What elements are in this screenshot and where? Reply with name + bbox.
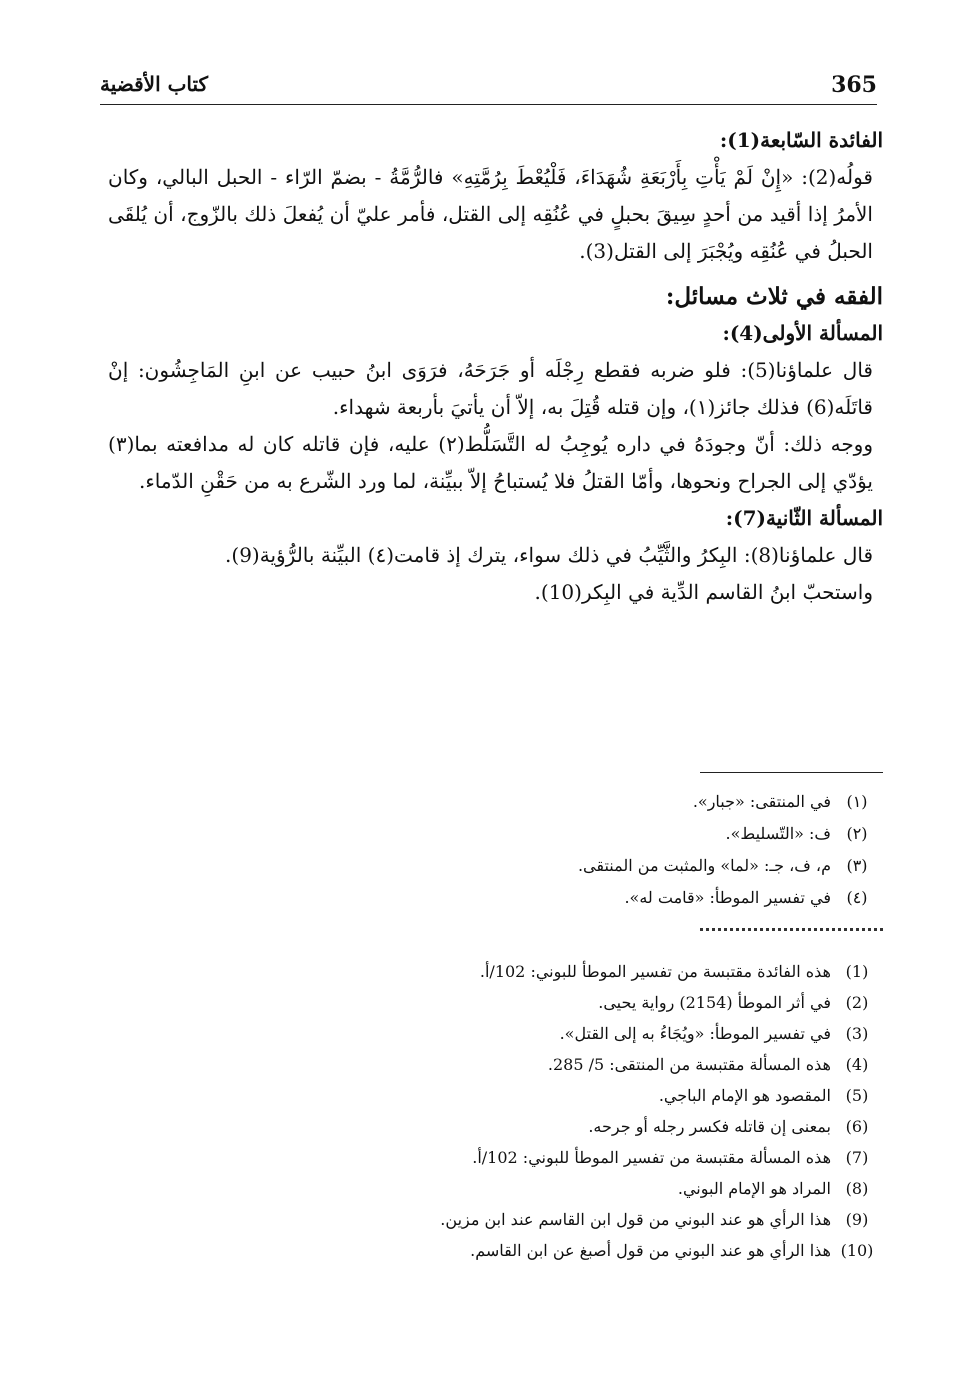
- footnote-item: (٢) ف: «التّسليط».: [725, 824, 868, 843]
- footnote-item: (٣) م، ف، جـ: «لما» والمثبت من المنتقى.: [577, 856, 868, 875]
- page-header: [100, 72, 877, 102]
- footnote-item: (7) هذه المسألة مقتبسة من تفسير الموطأ للبوني: 102/أ.: [472, 1148, 869, 1167]
- footnote-item: (3) في تفسير الموطأ: «ويُجَاءُ به إلى القتل».: [559, 1024, 869, 1043]
- footnote-item: (5) المقصود هو الإمام الباجي.: [658, 1086, 869, 1105]
- paragraph: ووجه ذلك: أنّ وجودَهُ في داره يُوجِبُ له التَّسَلُّط(٢) عليه، فإن قاتله كان له مدافعته بما(٣) يؤدّي إلى الجراح ونحوها، وأمّا القتلُ فلا يُستباحُ إلاّ ببيِّنة، لما ورد الشّرع به من حَقْنِ الدّماء.: [108, 432, 873, 493]
- issue-heading-second: المسألة الثّانية(7):: [725, 506, 883, 530]
- paragraph: قال علماؤنا(5): فلو ضربه فقطع رِجْلَه أو جَرَحَهُ، فرَوَى ابنُ حبيب عن ابنِ المَاجِشُون: إنْ قاتَلَه(6) فذلك جائز(١)، وإن قتله قُتِلَ به، إلاّ أن يأتيَ بأربعة شهداء.: [108, 358, 873, 419]
- footnotes-variants: [283, 786, 883, 914]
- paragraph: واستحبّ ابنُ القاسم الدِّية في البِكر(10).: [534, 580, 873, 604]
- footnote-item: (١) في المنتقى: «جبار».: [692, 792, 868, 811]
- footnote-item: (10) هذا الرأي هو عند البوني من قول أصبغ عن ابن القاسم.: [470, 1241, 874, 1260]
- section-heading-fiqh: الفقه في ثلاث مسائل:: [665, 283, 883, 310]
- issue-heading-first: المسألة الأولى(4):: [722, 321, 883, 345]
- footnote-item: (2) في أثر الموطأ (2154) رواية يحيى.: [598, 993, 869, 1012]
- main-text: [108, 122, 883, 611]
- dotted-separator: [700, 928, 883, 931]
- footnote-item: (8) المراد هو الإمام البوني.: [677, 1179, 869, 1198]
- page-number: 365: [831, 72, 877, 98]
- footnote-item: (1) هذه الفائدة مقتبسة من تفسير الموطأ للبوني: 102/أ.: [479, 962, 869, 981]
- paragraph: قولُه(2): «إِنْ لَمْ يَأْتِ بِأَرْبَعَةِ شُهَدَاءَ، فَلْيُعْطَ بِرُمَّتِهِ» فالرُّمَّةُ - بضمّ الرّاء - الحبل البالي، وكان الأمرُ إذا أقيد من أحدٍ سِيقَ بحبلٍ في عُنُقِه إلى القتل، فأمر عليّ أن يُفعلَ ذلك بالزّوج، أن يُلقَى الحبلُ في عُنُقِه ويُجْبَرَ إلى القتل(3).: [108, 165, 873, 263]
- footnote-item: (٤) في تفسير الموطأ: «قامت له».: [624, 888, 868, 907]
- footnote-item: (6) بمعنى إن قاتله فكسر رجله أو جرحه.: [588, 1117, 869, 1136]
- paragraph: قال علماؤنا(8): البِكرُ والثَّيِّبُ في ذلك سواء، يترك إذ قامت(٤) البيِّنة بالرُّؤية(9).: [225, 543, 873, 567]
- footnotes-editor: [283, 956, 883, 1266]
- section-heading-seventh-benefit: الفائدة السّابعة(1):: [719, 128, 883, 152]
- footnote-rule: [700, 772, 883, 773]
- footnote-item: (9) هذا الرأي هو عند البوني من قول ابن القاسم عند ابن مزين.: [440, 1210, 869, 1229]
- header-rule: [100, 104, 877, 105]
- running-title: كتاب الأقضية: [100, 72, 209, 96]
- footnote-item: (4) هذه المسألة مقتبسة من المنتقى: 5/ 285.: [547, 1055, 869, 1074]
